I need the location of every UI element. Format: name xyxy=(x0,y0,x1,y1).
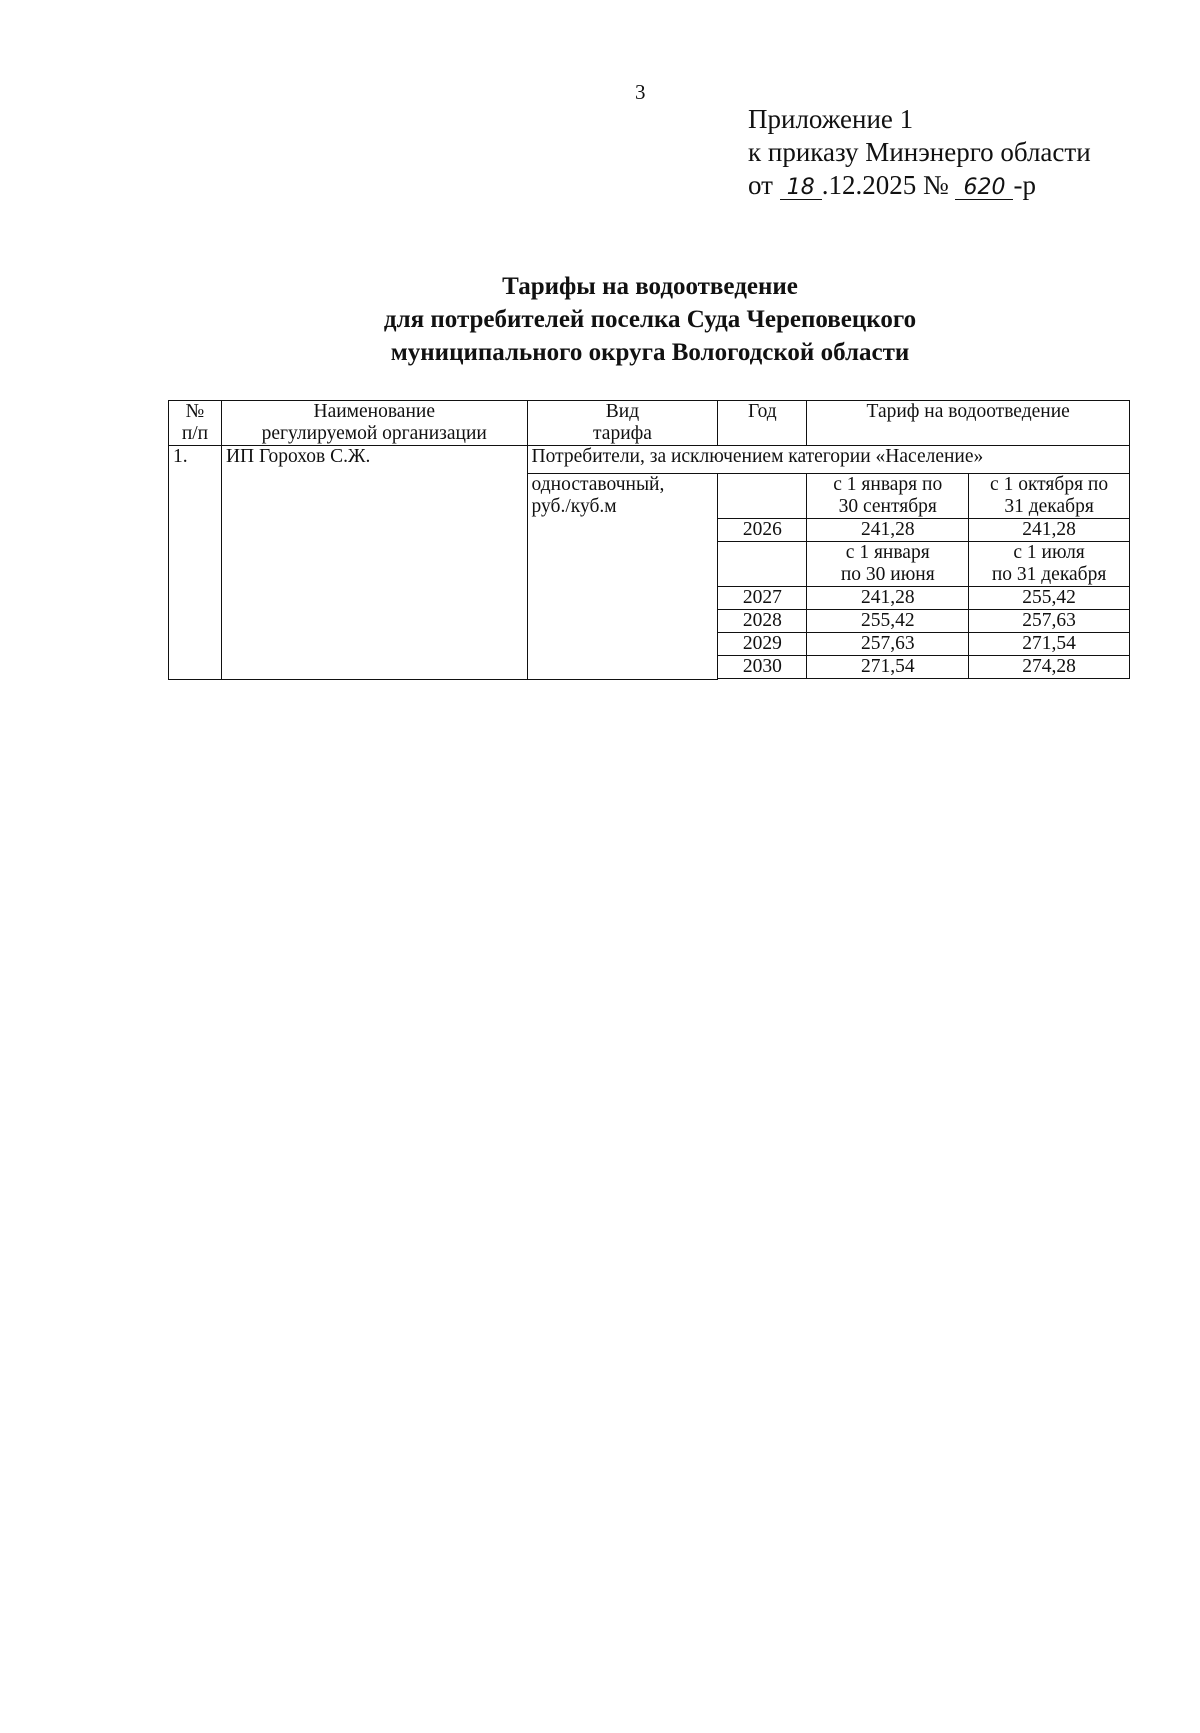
document-title xyxy=(0,270,1200,369)
appendix-block xyxy=(748,103,1091,202)
tariff-second-half: 257,63 xyxy=(969,610,1130,633)
handwritten-day: 18 xyxy=(780,177,822,200)
tariff-second-half: 274,28 xyxy=(969,656,1130,679)
year-cell: 2030 xyxy=(718,656,807,679)
tariff-type xyxy=(527,474,718,680)
tariff-second-half: 241,28 xyxy=(969,519,1130,542)
period-later-first-line-2: по 30 июня xyxy=(840,564,935,585)
tariff-first-half: 255,42 xyxy=(807,610,969,633)
header-year: Год xyxy=(718,401,807,446)
title-line-1: Тарифы на водоотведение xyxy=(502,273,798,300)
table-header-row xyxy=(169,401,1130,446)
year-cell: 2029 xyxy=(718,633,807,656)
period-later-second-line-2: по 31 декабря xyxy=(991,564,1107,585)
handwritten-order-number: 620 xyxy=(955,177,1013,200)
table-row xyxy=(169,446,1130,474)
tariff-type-line-2: руб./куб.м xyxy=(531,496,617,517)
date-prefix: от xyxy=(748,170,773,200)
header-tariff: Тариф на водоотведение xyxy=(807,401,1130,446)
header-tariff-type xyxy=(527,401,718,446)
period-2026-first-line-2: 30 сентября xyxy=(838,496,937,517)
period-later-second xyxy=(969,542,1130,587)
period-2026-second-line-2: 31 декабря xyxy=(1004,496,1094,517)
title-line-2: для потребителей поселка Суда Череповецкого xyxy=(383,306,917,333)
period-later-second-line-1: с 1 июля xyxy=(1013,542,1085,563)
header-organization-line-1: Наименование xyxy=(313,401,435,422)
appendix-title: Приложение 1 xyxy=(748,104,914,134)
period-2026-second xyxy=(969,474,1130,519)
tariff-first-half: 271,54 xyxy=(807,656,969,679)
date-rest: .12.2025 № xyxy=(821,170,949,200)
appendix-order-reference: к приказу Минэнерго области xyxy=(748,137,1091,167)
period-later-first-line-1: с 1 января xyxy=(845,542,930,563)
spacer-cell xyxy=(718,679,1130,680)
title-line-3: муниципального округа Вологодской области xyxy=(390,339,910,366)
year-cell: 2028 xyxy=(718,610,807,633)
row-organization: ИП Горохов С.Ж. xyxy=(221,446,527,680)
period-2026-second-line-1: с 1 октября по xyxy=(990,474,1109,495)
header-tariff-type-line-1: Вид xyxy=(605,401,640,422)
tariff-first-half: 257,63 xyxy=(807,633,969,656)
row-number: 1. xyxy=(169,446,222,680)
header-organization xyxy=(221,401,527,446)
period-2026-first-line-1: с 1 января по xyxy=(833,474,943,495)
header-number-line-1: № xyxy=(185,401,205,422)
tariff-second-half: 271,54 xyxy=(969,633,1130,656)
period-2026-first xyxy=(807,474,969,519)
header-number xyxy=(169,401,222,446)
tariff-first-half: 241,28 xyxy=(807,587,969,610)
order-suffix: -р xyxy=(1013,170,1036,200)
page-number: 3 xyxy=(635,80,646,104)
header-number-line-2: п/п xyxy=(181,423,209,444)
tariff-first-half: 241,28 xyxy=(807,519,969,542)
period-later-first xyxy=(807,542,969,587)
consumer-category: Потребители, за исключением категории «Население» xyxy=(527,446,1129,474)
tariff-type-line-1: одноставочный, xyxy=(531,474,665,495)
year-cell: 2027 xyxy=(718,587,807,610)
header-organization-line-2: регулируемой организации xyxy=(261,423,487,444)
appendix-order-date xyxy=(748,169,1091,202)
empty-year-cell xyxy=(718,542,807,587)
empty-year-cell xyxy=(718,474,807,519)
tariff-table xyxy=(168,400,1130,680)
tariff-second-half: 255,42 xyxy=(969,587,1130,610)
year-cell: 2026 xyxy=(718,519,807,542)
header-tariff-type-line-2: тарифа xyxy=(593,423,652,444)
